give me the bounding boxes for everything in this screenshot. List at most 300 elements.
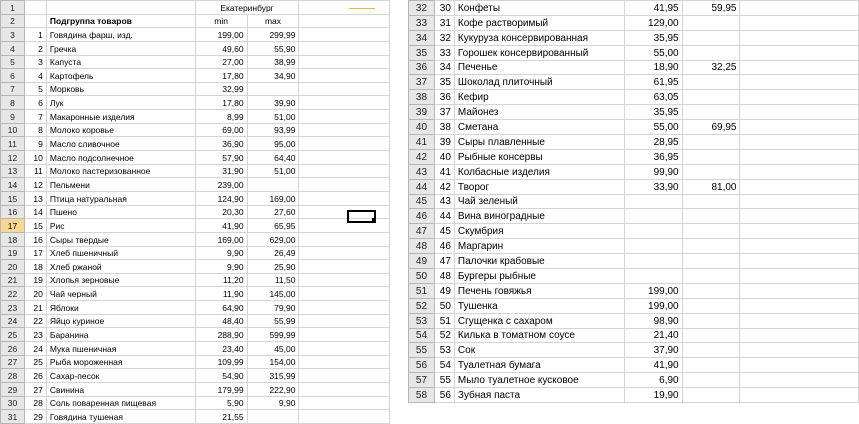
cell[interactable]	[740, 388, 859, 403]
item-number-cell[interactable]: 20	[24, 287, 46, 301]
item-number-cell[interactable]: 11	[24, 164, 46, 178]
min-price-cell[interactable]: 11,90	[195, 287, 247, 301]
product-name-cell[interactable]: Молоко пастеризованное	[46, 164, 195, 178]
min-price-cell[interactable]: 124,90	[195, 191, 247, 205]
row-header[interactable]: 2	[1, 14, 25, 28]
product-name-cell[interactable]: Чай черный	[46, 287, 195, 301]
max-price-cell[interactable]: 79,90	[247, 301, 299, 315]
max-price-cell[interactable]: 39,90	[247, 96, 299, 110]
cell[interactable]	[299, 41, 390, 55]
row-header[interactable]: 50	[409, 269, 435, 284]
min-price-cell[interactable]: 48,40	[195, 314, 247, 328]
min-price-cell[interactable]: 199,00	[624, 283, 682, 298]
product-name-cell[interactable]: Хлеб пшеничный	[46, 246, 195, 260]
product-name-cell[interactable]: Печенье	[454, 60, 624, 75]
min-price-cell[interactable]: 109,99	[195, 355, 247, 369]
cell[interactable]	[299, 14, 390, 28]
item-number-cell[interactable]: 32	[434, 30, 454, 45]
item-number-cell[interactable]: 14	[24, 205, 46, 219]
cell[interactable]	[299, 342, 390, 356]
item-number-cell[interactable]: 54	[434, 358, 454, 373]
row-header[interactable]: 19	[1, 246, 25, 260]
max-price-cell[interactable]	[682, 30, 740, 45]
item-number-cell[interactable]: 50	[434, 298, 454, 313]
min-price-cell[interactable]: 17,80	[195, 96, 247, 110]
min-price-cell[interactable]: 18,90	[624, 60, 682, 75]
max-header-cell[interactable]: max	[247, 14, 299, 28]
row-header[interactable]: 7	[1, 82, 25, 96]
product-name-cell[interactable]: Палочки крабовые	[454, 254, 624, 269]
min-price-cell[interactable]	[624, 224, 682, 239]
product-name-cell[interactable]: Горошек консервированный	[454, 45, 624, 60]
min-price-cell[interactable]: 169,00	[195, 232, 247, 246]
min-price-cell[interactable]: 31,90	[195, 164, 247, 178]
cell[interactable]	[24, 1, 46, 15]
cell[interactable]	[299, 137, 390, 151]
min-price-cell[interactable]: 35,95	[624, 105, 682, 120]
max-price-cell[interactable]: 32,25	[682, 60, 740, 75]
item-number-cell[interactable]: 12	[24, 178, 46, 192]
max-price-cell[interactable]: 169,00	[247, 191, 299, 205]
max-price-cell[interactable]	[682, 45, 740, 60]
max-price-cell[interactable]	[682, 298, 740, 313]
product-name-cell[interactable]: Яйцо куриное	[46, 314, 195, 328]
item-number-cell[interactable]: 29	[24, 410, 46, 424]
product-name-cell[interactable]: Масло сливочное	[46, 137, 195, 151]
cell[interactable]	[740, 1, 859, 16]
item-number-cell[interactable]: 55	[434, 373, 454, 388]
row-header[interactable]: 56	[409, 358, 435, 373]
min-price-cell[interactable]	[624, 269, 682, 284]
row-header[interactable]: 42	[409, 149, 435, 164]
row-header[interactable]: 30	[1, 396, 25, 410]
product-name-cell[interactable]: Свинина	[46, 382, 195, 396]
min-price-cell[interactable]: 32,99	[195, 82, 247, 96]
max-price-cell[interactable]	[682, 164, 740, 179]
max-price-cell[interactable]	[682, 105, 740, 120]
min-price-cell[interactable]: 6,90	[624, 373, 682, 388]
row-header[interactable]: 11	[1, 137, 25, 151]
row-header[interactable]: 31	[1, 410, 25, 424]
row-header[interactable]: 43	[409, 164, 435, 179]
item-number-cell[interactable]: 44	[434, 209, 454, 224]
row-header[interactable]: 51	[409, 283, 435, 298]
cell[interactable]	[740, 90, 859, 105]
max-price-cell[interactable]	[682, 388, 740, 403]
max-price-cell[interactable]: 34,90	[247, 69, 299, 83]
row-header[interactable]: 32	[409, 1, 435, 16]
product-name-cell[interactable]: Килька в томатном соусе	[454, 328, 624, 343]
min-price-cell[interactable]: 57,90	[195, 151, 247, 165]
item-number-cell[interactable]: 28	[24, 396, 46, 410]
cell[interactable]	[299, 69, 390, 83]
item-number-cell[interactable]: 9	[24, 137, 46, 151]
max-price-cell[interactable]: 65,95	[247, 219, 299, 233]
max-price-cell[interactable]: 38,99	[247, 55, 299, 69]
item-number-cell[interactable]: 13	[24, 191, 46, 205]
max-price-cell[interactable]	[682, 149, 740, 164]
product-name-cell[interactable]: Сок	[454, 343, 624, 358]
min-price-cell[interactable]: 49,60	[195, 41, 247, 55]
product-name-cell[interactable]: Хлопья зерновые	[46, 273, 195, 287]
product-name-cell[interactable]: Мука пшеничная	[46, 342, 195, 356]
min-price-cell[interactable]: 64,90	[195, 301, 247, 315]
min-price-cell[interactable]: 55,00	[624, 45, 682, 60]
max-price-cell[interactable]	[682, 75, 740, 90]
item-number-cell[interactable]: 52	[434, 328, 454, 343]
cell[interactable]	[740, 239, 859, 254]
item-number-cell[interactable]: 35	[434, 75, 454, 90]
max-price-cell[interactable]: 599,99	[247, 328, 299, 342]
max-price-cell[interactable]	[682, 283, 740, 298]
product-name-cell[interactable]: Яблоки	[46, 301, 195, 315]
max-price-cell[interactable]	[682, 373, 740, 388]
row-header[interactable]: 34	[409, 30, 435, 45]
max-price-cell[interactable]	[682, 194, 740, 209]
min-price-cell[interactable]: 199,00	[195, 28, 247, 42]
min-price-cell[interactable]: 288,90	[195, 328, 247, 342]
cell[interactable]	[299, 123, 390, 137]
min-price-cell[interactable]: 41,90	[624, 358, 682, 373]
min-price-cell[interactable]: 36,95	[624, 149, 682, 164]
product-name-cell[interactable]: Морковь	[46, 82, 195, 96]
row-header[interactable]: 8	[1, 96, 25, 110]
item-number-cell[interactable]: 41	[434, 164, 454, 179]
row-header[interactable]: 54	[409, 328, 435, 343]
cell[interactable]	[299, 96, 390, 110]
min-price-cell[interactable]: 20,30	[195, 205, 247, 219]
cell[interactable]	[740, 328, 859, 343]
item-number-cell[interactable]: 10	[24, 151, 46, 165]
product-name-cell[interactable]: Рис	[46, 219, 195, 233]
max-price-cell[interactable]: 629,00	[247, 232, 299, 246]
product-name-cell[interactable]: Туалетная бумага	[454, 358, 624, 373]
product-name-cell[interactable]: Скумбрия	[454, 224, 624, 239]
cell[interactable]	[299, 1, 390, 15]
max-price-cell[interactable]: 45,00	[247, 342, 299, 356]
product-name-cell[interactable]: Вина виноградные	[454, 209, 624, 224]
item-number-cell[interactable]: 36	[434, 90, 454, 105]
cell[interactable]	[740, 105, 859, 120]
product-name-cell[interactable]: Пшено	[46, 205, 195, 219]
cell[interactable]	[299, 301, 390, 315]
item-number-cell[interactable]: 38	[434, 120, 454, 135]
row-header[interactable]: 37	[409, 75, 435, 90]
product-name-cell[interactable]: Майонез	[454, 105, 624, 120]
row-header[interactable]: 25	[1, 328, 25, 342]
product-name-cell[interactable]: Рыба мороженная	[46, 355, 195, 369]
min-price-cell[interactable]: 37,90	[624, 343, 682, 358]
item-number-cell[interactable]: 6	[24, 96, 46, 110]
min-price-cell[interactable]: 5,90	[195, 396, 247, 410]
product-name-cell[interactable]: Рыбные консервы	[454, 149, 624, 164]
row-header[interactable]: 26	[1, 342, 25, 356]
max-price-cell[interactable]	[682, 209, 740, 224]
min-price-cell[interactable]: 129,00	[624, 15, 682, 30]
item-number-cell[interactable]: 16	[24, 232, 46, 246]
cell[interactable]	[299, 151, 390, 165]
item-number-cell[interactable]: 56	[434, 388, 454, 403]
max-price-cell[interactable]	[682, 313, 740, 328]
cell[interactable]	[740, 373, 859, 388]
product-name-cell[interactable]: Сметана	[454, 120, 624, 135]
row-header[interactable]: 41	[409, 135, 435, 150]
fill-handle[interactable]	[372, 218, 376, 222]
max-price-cell[interactable]: 51,00	[247, 164, 299, 178]
row-header[interactable]: 1	[1, 1, 25, 15]
group-header-cell[interactable]: Подгруппа товаров	[46, 14, 195, 28]
min-price-cell[interactable]: 41,90	[195, 219, 247, 233]
cell[interactable]	[740, 313, 859, 328]
cell[interactable]	[740, 283, 859, 298]
item-number-cell[interactable]: 30	[434, 1, 454, 16]
cell[interactable]	[299, 396, 390, 410]
product-name-cell[interactable]: Тушенка	[454, 298, 624, 313]
max-price-cell[interactable]	[682, 254, 740, 269]
max-price-cell[interactable]: 55,99	[247, 314, 299, 328]
product-name-cell[interactable]: Бургеры рыбные	[454, 269, 624, 284]
row-header[interactable]: 13	[1, 164, 25, 178]
min-price-cell[interactable]: 63,05	[624, 90, 682, 105]
row-header[interactable]: 47	[409, 224, 435, 239]
max-price-cell[interactable]: 93,99	[247, 123, 299, 137]
min-price-cell[interactable]	[624, 254, 682, 269]
item-number-cell[interactable]: 21	[24, 301, 46, 315]
row-header[interactable]: 6	[1, 69, 25, 83]
row-header[interactable]: 35	[409, 45, 435, 60]
max-price-cell[interactable]: 59,95	[682, 1, 740, 16]
cell[interactable]	[740, 60, 859, 75]
row-header[interactable]: 53	[409, 313, 435, 328]
cell[interactable]	[299, 410, 390, 424]
row-header[interactable]: 40	[409, 120, 435, 135]
min-price-cell[interactable]: 33,90	[624, 179, 682, 194]
row-header[interactable]: 23	[1, 301, 25, 315]
row-header[interactable]: 46	[409, 209, 435, 224]
item-number-cell[interactable]: 7	[24, 110, 46, 124]
row-header[interactable]: 12	[1, 151, 25, 165]
item-number-cell[interactable]: 37	[434, 105, 454, 120]
item-number-cell[interactable]: 8	[24, 123, 46, 137]
min-price-cell[interactable]: 21,55	[195, 410, 247, 424]
min-price-cell[interactable]: 8,99	[195, 110, 247, 124]
cell[interactable]	[299, 260, 390, 274]
row-header[interactable]: 22	[1, 287, 25, 301]
cell[interactable]	[299, 273, 390, 287]
max-price-cell[interactable]	[682, 343, 740, 358]
min-price-cell[interactable]	[624, 239, 682, 254]
min-price-cell[interactable]: 9,90	[195, 246, 247, 260]
row-header[interactable]: 18	[1, 232, 25, 246]
item-number-cell[interactable]: 17	[24, 246, 46, 260]
max-price-cell[interactable]: 145,00	[247, 287, 299, 301]
item-number-cell[interactable]: 51	[434, 313, 454, 328]
cell[interactable]	[299, 82, 390, 96]
min-price-cell[interactable]: 27,00	[195, 55, 247, 69]
min-price-cell[interactable]: 99,90	[624, 164, 682, 179]
max-price-cell[interactable]	[682, 224, 740, 239]
row-header[interactable]: 21	[1, 273, 25, 287]
max-price-cell[interactable]	[247, 410, 299, 424]
item-number-cell[interactable]: 3	[24, 55, 46, 69]
product-name-cell[interactable]: Колбасные изделия	[454, 164, 624, 179]
cell[interactable]	[740, 30, 859, 45]
item-number-cell[interactable]: 1	[24, 28, 46, 42]
item-number-cell[interactable]: 26	[24, 369, 46, 383]
item-number-cell[interactable]: 22	[24, 314, 46, 328]
row-header[interactable]: 17	[1, 219, 25, 233]
item-number-cell[interactable]: 53	[434, 343, 454, 358]
product-name-cell[interactable]: Масло подсолнечное	[46, 151, 195, 165]
product-name-cell[interactable]: Конфеты	[454, 1, 624, 16]
cell[interactable]	[740, 15, 859, 30]
cell[interactable]	[299, 55, 390, 69]
row-header[interactable]: 39	[409, 105, 435, 120]
product-name-cell[interactable]: Кофе растворимый	[454, 15, 624, 30]
max-price-cell[interactable]: 51,00	[247, 110, 299, 124]
product-name-cell[interactable]: Говядина тушеная	[46, 410, 195, 424]
min-price-cell[interactable]: 239,00	[195, 178, 247, 192]
max-price-cell[interactable]: 222,90	[247, 382, 299, 396]
min-price-cell[interactable]: 69,00	[195, 123, 247, 137]
max-price-cell[interactable]: 95,00	[247, 137, 299, 151]
max-price-cell[interactable]: 55,90	[247, 41, 299, 55]
max-price-cell[interactable]	[682, 135, 740, 150]
product-name-cell[interactable]: Лук	[46, 96, 195, 110]
min-price-cell[interactable]	[624, 209, 682, 224]
max-price-cell[interactable]	[682, 90, 740, 105]
cell[interactable]	[740, 45, 859, 60]
product-name-cell[interactable]: Шоколад плиточный	[454, 75, 624, 90]
item-number-cell[interactable]: 45	[434, 224, 454, 239]
item-number-cell[interactable]: 23	[24, 328, 46, 342]
row-header[interactable]: 45	[409, 194, 435, 209]
product-name-cell[interactable]: Маргарин	[454, 239, 624, 254]
row-header[interactable]: 49	[409, 254, 435, 269]
item-number-cell[interactable]: 42	[434, 179, 454, 194]
max-price-cell[interactable]: 69,95	[682, 120, 740, 135]
cell[interactable]	[24, 14, 46, 28]
item-number-cell[interactable]: 27	[24, 382, 46, 396]
product-name-cell[interactable]: Макаронные изделия	[46, 110, 195, 124]
item-number-cell[interactable]: 31	[434, 15, 454, 30]
min-price-cell[interactable]: 36,90	[195, 137, 247, 151]
max-price-cell[interactable]: 154,00	[247, 355, 299, 369]
product-name-cell[interactable]: Говядина фарш, изд.	[46, 28, 195, 42]
row-header[interactable]: 14	[1, 178, 25, 192]
min-price-cell[interactable]: 19,90	[624, 388, 682, 403]
product-name-cell[interactable]: Творог	[454, 179, 624, 194]
product-name-cell[interactable]: Зубная паста	[454, 388, 624, 403]
row-header[interactable]: 15	[1, 191, 25, 205]
product-name-cell[interactable]: Печень говяжья	[454, 283, 624, 298]
max-price-cell[interactable]: 27,60	[247, 205, 299, 219]
city-header-cell[interactable]: Екатеринбург	[195, 1, 299, 15]
item-number-cell[interactable]: 19	[24, 273, 46, 287]
cell[interactable]	[740, 135, 859, 150]
item-number-cell[interactable]: 5	[24, 82, 46, 96]
row-header[interactable]: 28	[1, 369, 25, 383]
item-number-cell[interactable]: 47	[434, 254, 454, 269]
product-name-cell[interactable]: Сыры плавленные	[454, 135, 624, 150]
product-name-cell[interactable]: Баранина	[46, 328, 195, 342]
product-name-cell[interactable]: Пельмени	[46, 178, 195, 192]
row-header[interactable]: 29	[1, 382, 25, 396]
cell[interactable]	[740, 298, 859, 313]
item-number-cell[interactable]: 34	[434, 60, 454, 75]
cell[interactable]	[740, 358, 859, 373]
cell[interactable]	[299, 28, 390, 42]
product-name-cell[interactable]: Мыло туалетное кусковое	[454, 373, 624, 388]
cell[interactable]	[740, 209, 859, 224]
min-price-cell[interactable]: 35,95	[624, 30, 682, 45]
item-number-cell[interactable]: 24	[24, 342, 46, 356]
cell[interactable]	[299, 232, 390, 246]
min-price-cell[interactable]: 199,00	[624, 298, 682, 313]
row-header[interactable]: 4	[1, 41, 25, 55]
row-header[interactable]: 3	[1, 28, 25, 42]
row-header[interactable]: 36	[409, 60, 435, 75]
cell[interactable]	[299, 287, 390, 301]
item-number-cell[interactable]: 33	[434, 45, 454, 60]
product-name-cell[interactable]: Капуста	[46, 55, 195, 69]
row-header[interactable]: 10	[1, 123, 25, 137]
cell[interactable]	[299, 355, 390, 369]
min-price-cell[interactable]: 21,40	[624, 328, 682, 343]
min-price-cell[interactable]: 41,95	[624, 1, 682, 16]
row-header[interactable]: 24	[1, 314, 25, 328]
cell[interactable]	[299, 191, 390, 205]
min-price-cell[interactable]: 23,40	[195, 342, 247, 356]
max-price-cell[interactable]	[682, 15, 740, 30]
cell[interactable]	[740, 164, 859, 179]
cell[interactable]	[740, 149, 859, 164]
cell[interactable]	[740, 194, 859, 209]
cell[interactable]	[740, 75, 859, 90]
max-price-cell[interactable]: 64,40	[247, 151, 299, 165]
product-name-cell[interactable]: Сыры твердые	[46, 232, 195, 246]
min-price-cell[interactable]: 55,00	[624, 120, 682, 135]
row-header[interactable]: 16	[1, 205, 25, 219]
max-price-cell[interactable]: 26,49	[247, 246, 299, 260]
product-name-cell[interactable]: Хлеб ржаной	[46, 260, 195, 274]
min-price-cell[interactable]: 17,80	[195, 69, 247, 83]
item-number-cell[interactable]: 46	[434, 239, 454, 254]
cell[interactable]	[299, 382, 390, 396]
product-name-cell[interactable]: Соль поваренная пищевая	[46, 396, 195, 410]
row-header[interactable]: 52	[409, 298, 435, 313]
row-header[interactable]: 33	[409, 15, 435, 30]
max-price-cell[interactable]	[682, 358, 740, 373]
min-header-cell[interactable]: min	[195, 14, 247, 28]
item-number-cell[interactable]: 40	[434, 149, 454, 164]
product-name-cell[interactable]: Кукуруза консервированная	[454, 30, 624, 45]
cell[interactable]	[299, 110, 390, 124]
product-name-cell[interactable]: Кефир	[454, 90, 624, 105]
max-price-cell[interactable]: 299,99	[247, 28, 299, 42]
cell[interactable]	[740, 120, 859, 135]
max-price-cell[interactable]: 315,99	[247, 369, 299, 383]
cell[interactable]	[299, 178, 390, 192]
cell[interactable]	[299, 246, 390, 260]
cell[interactable]	[740, 269, 859, 284]
row-header[interactable]: 5	[1, 55, 25, 69]
item-number-cell[interactable]: 18	[24, 260, 46, 274]
product-name-cell[interactable]: Сгущенка с сахаром	[454, 313, 624, 328]
max-price-cell[interactable]: 25,90	[247, 260, 299, 274]
item-number-cell[interactable]: 48	[434, 269, 454, 284]
item-number-cell[interactable]: 25	[24, 355, 46, 369]
